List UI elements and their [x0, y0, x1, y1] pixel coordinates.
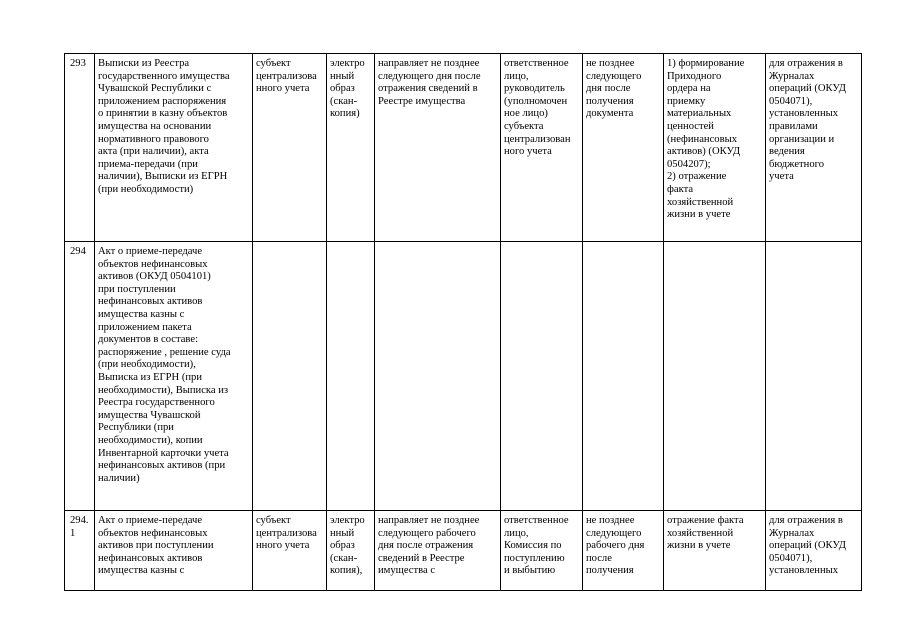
creator-cell [253, 242, 327, 511]
responsible-cell: ответственное лицо, Комиссия по поступлению и выбытию [501, 511, 583, 591]
deadline-cell: направляет не позднее следующего дня после отражения сведений в Реестре имущества [375, 54, 501, 242]
responsible-cell: ответственное лицо, руководитель (уполномочен ное лицо) субъекта централизован ного учета [501, 54, 583, 242]
action-cell: 1) формирование Приходного ордера на приемку материальных ценностей (нефинансовых активов) (ОКУД 0504207); 2) отражение факта хозяйственной жизни в учете [664, 54, 766, 242]
document-name-cell: Акт о приеме-передаче объектов нефинансовых активов при поступлении нефинансовых активов имущества казны с [95, 511, 253, 591]
creator-cell: субъект централизова нного учета [253, 511, 327, 591]
document-name-cell: Выписки из Реестра государственного имущества Чувашской Республики с приложением распоряжения о принятии в казну объектов имущества на основании нормативного правового акта (при наличии), акта приема-передачи (при наличии), Выписки из ЕГРН (при необходимости) [95, 54, 253, 242]
format-cell [327, 242, 375, 511]
document-name-cell: Акт о приеме-передаче объектов нефинансовых активов (ОКУД 0504101) при поступлении нефинансовых активов имущества казны с приложением пакета документов в составе: распоряжение , решение суда (при необходимости), Выписка из ЕГРН (при необходимости), Выписка из Реестра государственного имущества Чувашской Республики (при необходимости), копии Инвентарной карточки учета нефинансовых активов (при наличии) [95, 242, 253, 511]
receive-deadline-cell [583, 242, 664, 511]
table-row [65, 242, 862, 511]
purpose-cell: для отражения в Журналах операций (ОКУД 0504071), установленных [766, 511, 862, 591]
purpose-cell [766, 242, 862, 511]
responsible-cell [501, 242, 583, 511]
format-cell: электро нный образ (скан- копия), [327, 511, 375, 591]
receive-deadline-cell: не позднее следующего рабочего дня после получения [583, 511, 664, 591]
format-cell: электро нный образ (скан- копия) [327, 54, 375, 242]
action-cell [664, 242, 766, 511]
table-row [65, 511, 862, 591]
row-number: 294 [65, 242, 95, 511]
table-row [65, 54, 862, 242]
creator-cell: субъект централизова нного учета [253, 54, 327, 242]
deadline-cell [375, 242, 501, 511]
register-table [64, 53, 862, 591]
row-number: 293 [65, 54, 95, 242]
receive-deadline-cell: не позднее следующего дня после получения документа [583, 54, 664, 242]
deadline-cell: направляет не позднее следующего рабочего дня после отражения сведений в Реестре имущества с [375, 511, 501, 591]
purpose-cell: для отражения в Журналах операций (ОКУД 0504071), установленных правилами организации и ведения бюджетного учета [766, 54, 862, 242]
row-number: 294. 1 [65, 511, 95, 591]
action-cell: отражение факта хозяйственной жизни в учете [664, 511, 766, 591]
